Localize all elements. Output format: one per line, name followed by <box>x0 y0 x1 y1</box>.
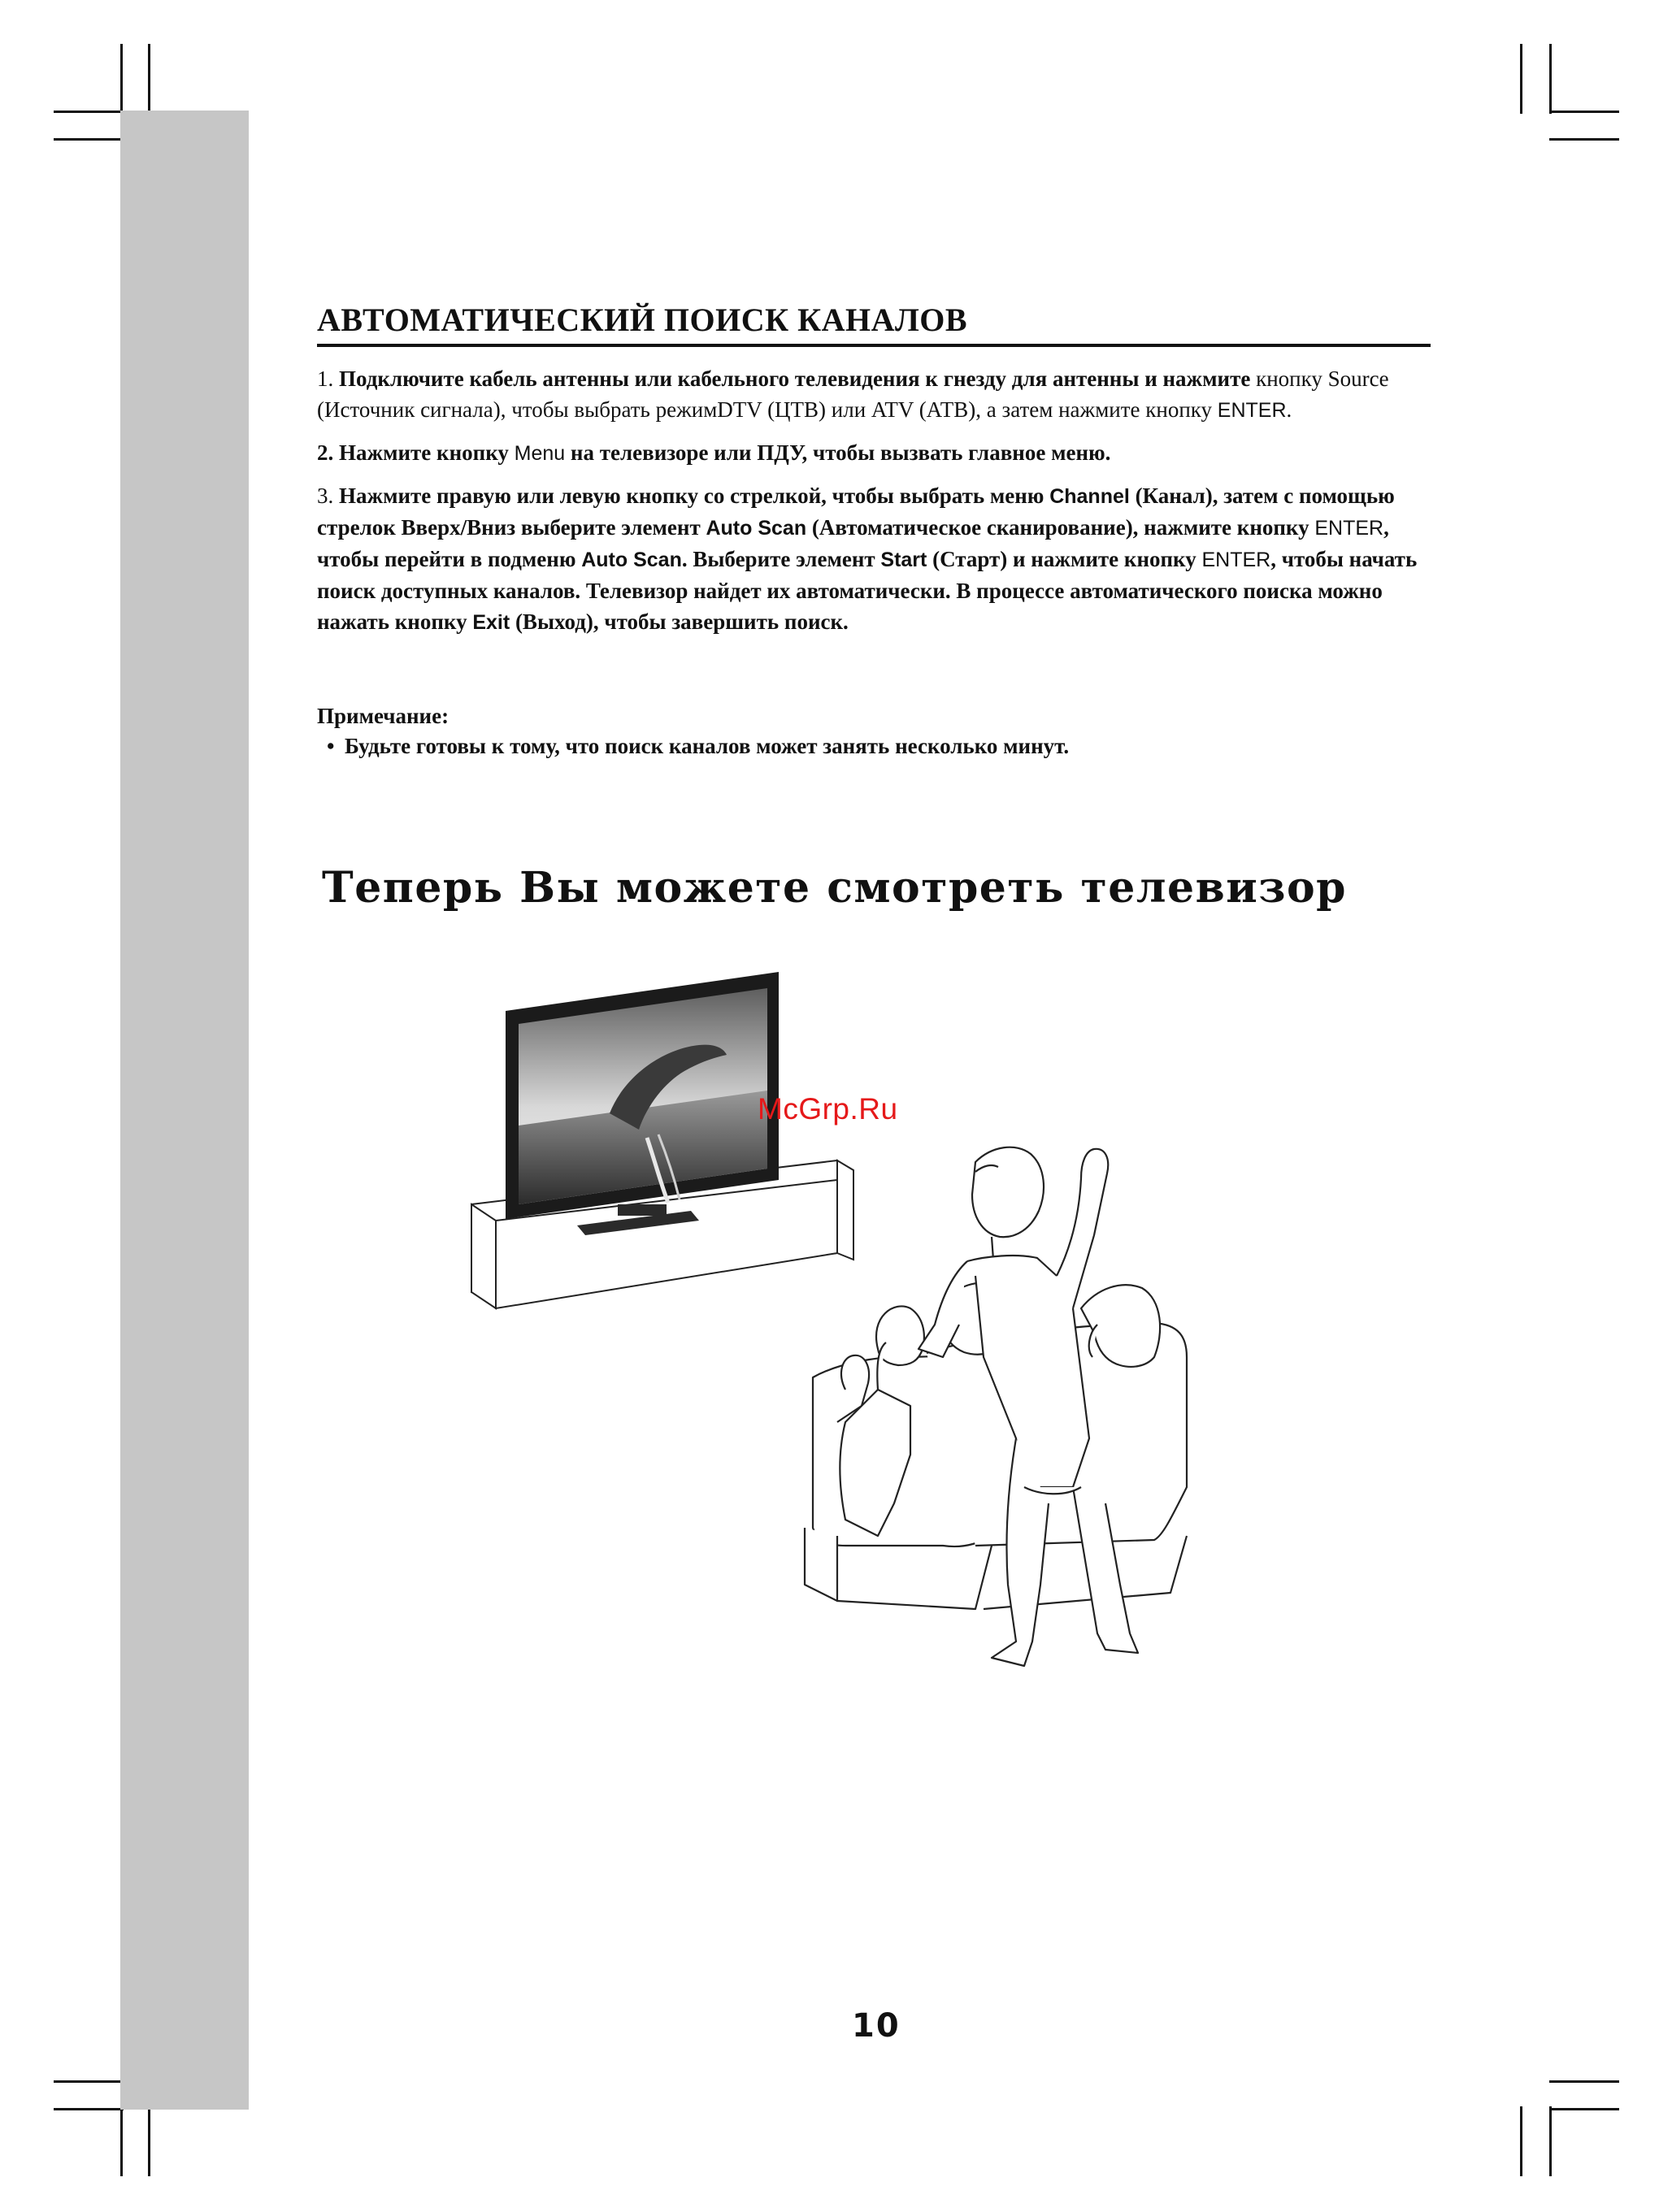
step-number: 1. <box>317 366 334 391</box>
crop-mark-br-v2 <box>1549 2106 1552 2176</box>
crop-mark-bl-v1 <box>120 2106 123 2176</box>
key-label: ENTER <box>1217 399 1287 422</box>
crop-mark-tl-h2 <box>54 138 124 141</box>
step-text: , чтобы перейти в подменю <box>317 515 1389 571</box>
step-text: (Источник сигнала), чтобы выбрать режим <box>317 397 718 422</box>
content-area <box>317 301 1431 761</box>
big-title: Теперь Вы можете смотреть телевизор <box>322 863 1347 913</box>
crop-mark-tr-h2 <box>1549 138 1619 141</box>
crop-mark-bl-h2 <box>54 2108 124 2110</box>
note-item <box>317 731 1431 761</box>
section-heading: АВТОМАТИЧЕСКИЙ ПОИСК КАНАЛОВ <box>317 301 1431 347</box>
crop-mark-tr-v1 <box>1520 44 1522 114</box>
crop-mark-br-h1 <box>1549 2080 1619 2083</box>
note-title: Примечание: <box>317 704 449 728</box>
step-text: на телевизоре или ПДУ, чтобы вызвать главное меню. <box>565 440 1111 465</box>
step-text: . <box>1286 397 1292 422</box>
crop-mark-tl-h1 <box>54 111 124 113</box>
family-sketch <box>805 1147 1187 1666</box>
crop-mark-tl-v2 <box>148 44 150 114</box>
step-text: (ЦТВ) или <box>762 397 871 422</box>
step-3 <box>317 480 1431 638</box>
step-text: (АТВ), а затем нажмите кнопку <box>913 397 1218 422</box>
step-text: Нажмите правую или левую кнопку со стрелкой, чтобы выбрать меню <box>339 484 1050 508</box>
step-text: (Старт) и нажмите кнопку <box>927 547 1202 571</box>
step-text: (Выход), чтобы завершить поиск. <box>510 609 849 634</box>
step-text: Нажмите кнопку <box>339 440 515 465</box>
step-text: кнопку <box>1256 366 1328 391</box>
step-text: (Автоматическое сканирование), нажмите кнопку <box>806 515 1315 540</box>
key-label: DTV <box>717 397 762 422</box>
step-number: 2. <box>317 440 334 465</box>
step-number: 3. <box>317 484 334 508</box>
step-text: , чтобы начать поиск доступных каналов. Телевизор найдет их автоматически. В процессе автоматического поиска можно нажать кнопку <box>317 547 1418 634</box>
key-label: ENTER <box>1314 517 1384 540</box>
key-label: ENTER <box>1201 549 1271 571</box>
crop-mark-bl-h1 <box>54 2080 124 2083</box>
side-strip <box>120 111 249 2110</box>
key-label: Channel <box>1049 485 1130 508</box>
crop-mark-br-v1 <box>1520 2106 1522 2176</box>
crop-mark-tr-v2 <box>1549 44 1552 114</box>
step-text: Подключите кабель антенны или кабельного телевидения к гнезду для антенны и нажмите <box>339 366 1251 391</box>
page-number: 10 <box>852 2007 901 2045</box>
key-label: Start <box>880 549 927 571</box>
key-label: Auto Scan <box>706 517 807 540</box>
step-text: (Канал), затем с помощью стрелок Вверх/Вниз выберите элемент <box>317 484 1395 540</box>
note-text: Будьте готовы к тому, что поиск каналов может занять несколько минут. <box>345 734 1070 758</box>
key-label: ATV <box>871 397 914 422</box>
note-block <box>317 701 1431 761</box>
crop-mark-tl-v1 <box>120 44 123 114</box>
crop-mark-bl-v2 <box>148 2106 150 2176</box>
tv-family-illustration <box>455 967 1276 1715</box>
key-label: Exit <box>472 611 510 634</box>
step-1 <box>317 363 1431 426</box>
crop-mark-br-h2 <box>1549 2108 1619 2110</box>
crop-mark-tr-h1 <box>1549 111 1619 113</box>
key-label: Source <box>1327 366 1389 391</box>
bullet: • <box>327 734 335 758</box>
key-label: Auto Scan <box>581 549 682 571</box>
step-text: . Выберите элемент <box>681 547 881 571</box>
key-label: Menu <box>514 442 566 465</box>
step-2 <box>317 437 1431 469</box>
watermark: McGrp.Ru <box>758 1092 898 1126</box>
